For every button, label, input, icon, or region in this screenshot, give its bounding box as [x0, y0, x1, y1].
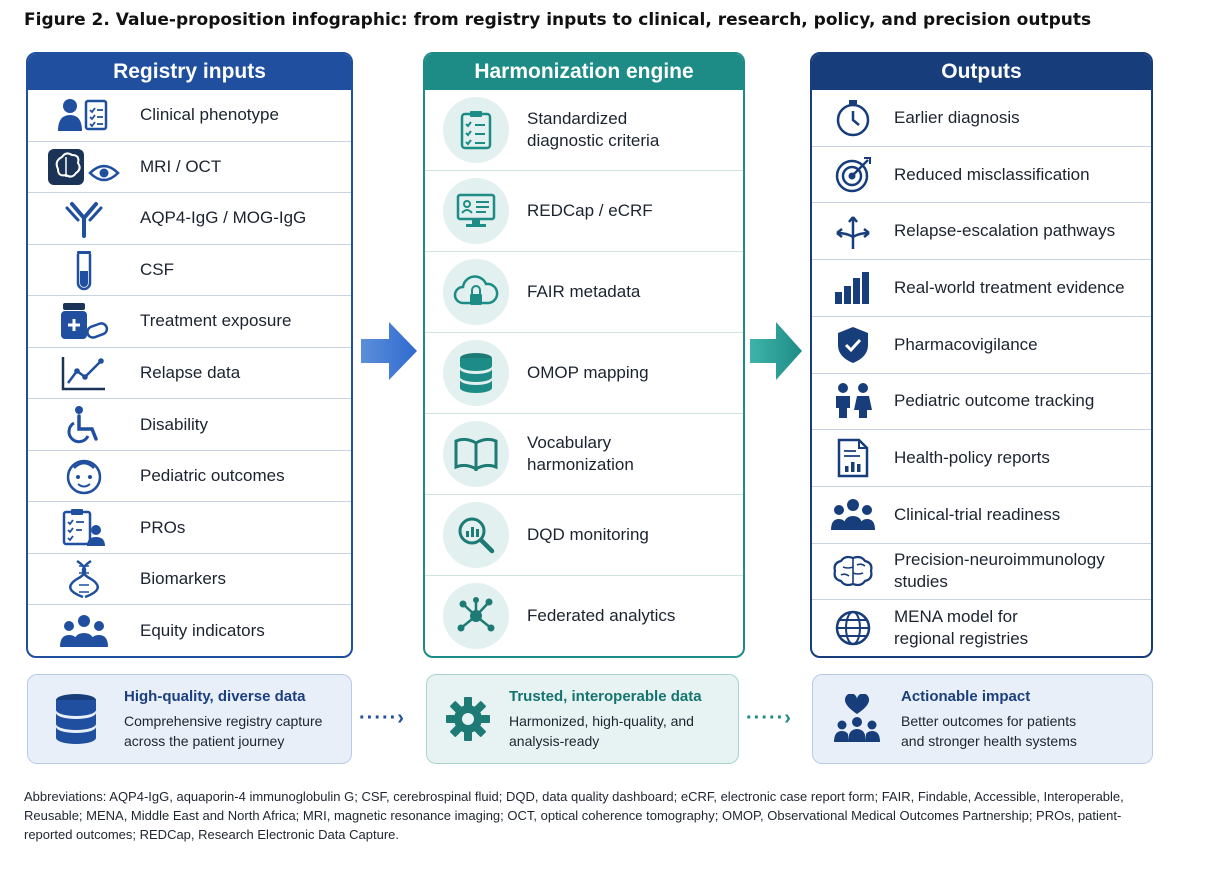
monitor-form-icon [443, 178, 509, 244]
output-row-earlier-diagnosis [812, 90, 1151, 147]
report-icon [812, 438, 894, 478]
children-icon [812, 382, 894, 420]
input-label-biomarkers: Biomarkers [140, 569, 226, 589]
input-row-relapse [28, 348, 351, 400]
engine-row-federated [425, 576, 743, 656]
cloud-lock-icon [443, 259, 509, 325]
output-label-precision: Precision-neuroimmunology studies [894, 550, 1105, 592]
engine-row-dqd [425, 495, 743, 576]
input-label-mri-oct: MRI / OCT [140, 156, 222, 176]
summary-panel-outputs [812, 674, 1153, 764]
input-label-csf: CSF [140, 259, 174, 279]
output-row-pharmacovigilance [812, 317, 1151, 374]
flow-arrow-right-icon [750, 322, 802, 380]
input-label-pediatric: Pediatric outcomes [140, 466, 285, 486]
gear-icon [427, 696, 509, 742]
output-label-clinical-trial: Clinical-trial readiness [894, 504, 1061, 524]
branch-arrows-icon [812, 211, 894, 251]
input-row-equity [28, 605, 351, 656]
flow-arrow-right-icon [361, 322, 417, 380]
antibody-icon [28, 198, 140, 238]
input-label-disability: Disability [140, 414, 209, 434]
summary-text-inputs: Comprehensive registry capture across the patient journey [124, 712, 323, 749]
open-book-icon [443, 421, 509, 487]
input-row-clinical-phenotype [28, 90, 351, 142]
output-label-real-world: Real-world treatment evidence [894, 277, 1125, 297]
input-row-biomarkers [28, 554, 351, 606]
engine-label-vocabulary: Vocabulary harmonization [527, 433, 634, 474]
shield-check-icon [812, 325, 894, 365]
input-label-pros: PROs [140, 517, 186, 537]
engine-row-criteria [425, 90, 743, 171]
pill-bottle-icon [28, 301, 140, 341]
registry-inputs-header: Registry inputs [28, 54, 351, 90]
engine-row-omop [425, 333, 743, 414]
globe-icon [812, 609, 894, 647]
line-chart-icon [28, 355, 140, 391]
database-icon [443, 340, 509, 406]
engine-label-dqd: DQD monitoring [527, 525, 649, 544]
input-row-pros [28, 502, 351, 554]
input-row-disability [28, 399, 351, 451]
output-label-pediatric-tracking: Pediatric outcome tracking [894, 391, 1095, 411]
group-icon [28, 613, 140, 649]
outputs-header: Outputs [812, 54, 1151, 90]
summary-text-engine: Harmonized, high-quality, and analysis-ready [509, 712, 694, 749]
input-label-relapse: Relapse data [140, 363, 241, 382]
output-label-relapse-escalation: Relapse-escalation pathways [894, 221, 1116, 241]
engine-row-fair [425, 252, 743, 333]
registry-inputs-column [26, 52, 353, 658]
input-label-antibody: AQP4-IgG / MOG-IgG [140, 208, 307, 228]
network-nodes-icon [443, 583, 509, 649]
input-label-equity: Equity indicators [140, 620, 265, 640]
test-tube-icon [28, 249, 140, 291]
output-row-relapse-escalation [812, 203, 1151, 260]
output-row-misclassification [812, 147, 1151, 204]
output-row-precision [812, 544, 1151, 601]
figure-title: Figure 2. Value-proposition infographic: from registry inputs to clinical, research, policy, and precision outputs [24, 10, 1092, 30]
magnifier-chart-icon [443, 502, 509, 568]
output-label-health-policy: Health-policy reports [894, 448, 1050, 468]
summary-title-inputs: High-quality, diverse data [124, 687, 306, 705]
engine-label-fair: FAIR metadata [527, 282, 641, 301]
dna-icon [28, 559, 140, 599]
summary-title-engine: Trusted, interoperable data [509, 687, 702, 705]
dotted-arrow-icon: ·····› [746, 707, 792, 729]
wheelchair-icon [28, 405, 140, 445]
heart-people-icon [813, 694, 901, 744]
input-row-csf [28, 245, 351, 297]
harmonization-engine-header: Harmonization engine [425, 54, 743, 90]
abbreviations-footnote: Abbreviations: AQP4-IgG, aquaporin-4 immunoglobulin G; CSF, cerebrospinal fluid; DQD, data quality dashboard; eCRF, electronic case report form; FAIR, Findable, Accessible, Interoperable, Reusable; MENA, Middle East and North Africa; MRI, magnetic resonance imaging; OCT, optical coherence tomography; OMOP, Observational Medical Outcomes Partnership; PROs, patient-reported outcomes; REDCap, Research Electronic Data Capture. [24, 789, 1124, 842]
brain-eye-icon [28, 147, 140, 187]
output-row-real-world [812, 260, 1151, 317]
engine-row-vocabulary [425, 414, 743, 495]
clipboard-person-icon [28, 508, 140, 548]
input-row-antibody [28, 193, 351, 245]
bar-chart-icon [812, 270, 894, 306]
engine-row-redcap [425, 171, 743, 252]
input-label-clinical-phenotype: Clinical phenotype [140, 105, 279, 125]
engine-label-federated: Federated analytics [527, 606, 676, 625]
summary-text-outputs: Better outcomes for patients and stronger health systems [901, 712, 1077, 749]
people-group-icon [812, 498, 894, 532]
harmonization-engine-column [423, 52, 745, 658]
dotted-arrow-icon: ·····› [359, 707, 405, 729]
engine-label-omop: OMOP mapping [527, 363, 649, 382]
output-row-clinical-trial [812, 487, 1151, 544]
target-icon [812, 156, 894, 194]
summary-panel-inputs [27, 674, 352, 764]
engine-label-redcap: REDCap / eCRF [527, 201, 653, 220]
output-label-misclassification: Reduced misclassification [894, 164, 1090, 184]
output-label-earlier-diagnosis: Earlier diagnosis [894, 107, 1020, 127]
summary-title-outputs: Actionable impact [901, 687, 1031, 705]
child-face-icon [28, 456, 140, 496]
checklist-icon [443, 97, 509, 163]
patient-clipboard-icon [28, 97, 140, 133]
engine-label-criteria: Standardized diagnostic criteria [527, 109, 660, 150]
brain-icon [812, 555, 894, 587]
input-row-pediatric [28, 451, 351, 503]
stopwatch-icon [812, 99, 894, 137]
input-label-treatment: Treatment exposure [140, 311, 292, 331]
output-row-health-policy [812, 430, 1151, 487]
input-row-treatment [28, 296, 351, 348]
output-label-pharmacovigilance: Pharmacovigilance [894, 334, 1038, 354]
summary-panel-engine [426, 674, 739, 764]
database-icon [28, 693, 124, 745]
output-label-mena: MENA model for regional registries [894, 607, 1029, 649]
output-row-mena [812, 600, 1151, 656]
input-row-mri-oct [28, 142, 351, 194]
outputs-column [810, 52, 1153, 658]
output-row-pediatric-tracking [812, 374, 1151, 431]
